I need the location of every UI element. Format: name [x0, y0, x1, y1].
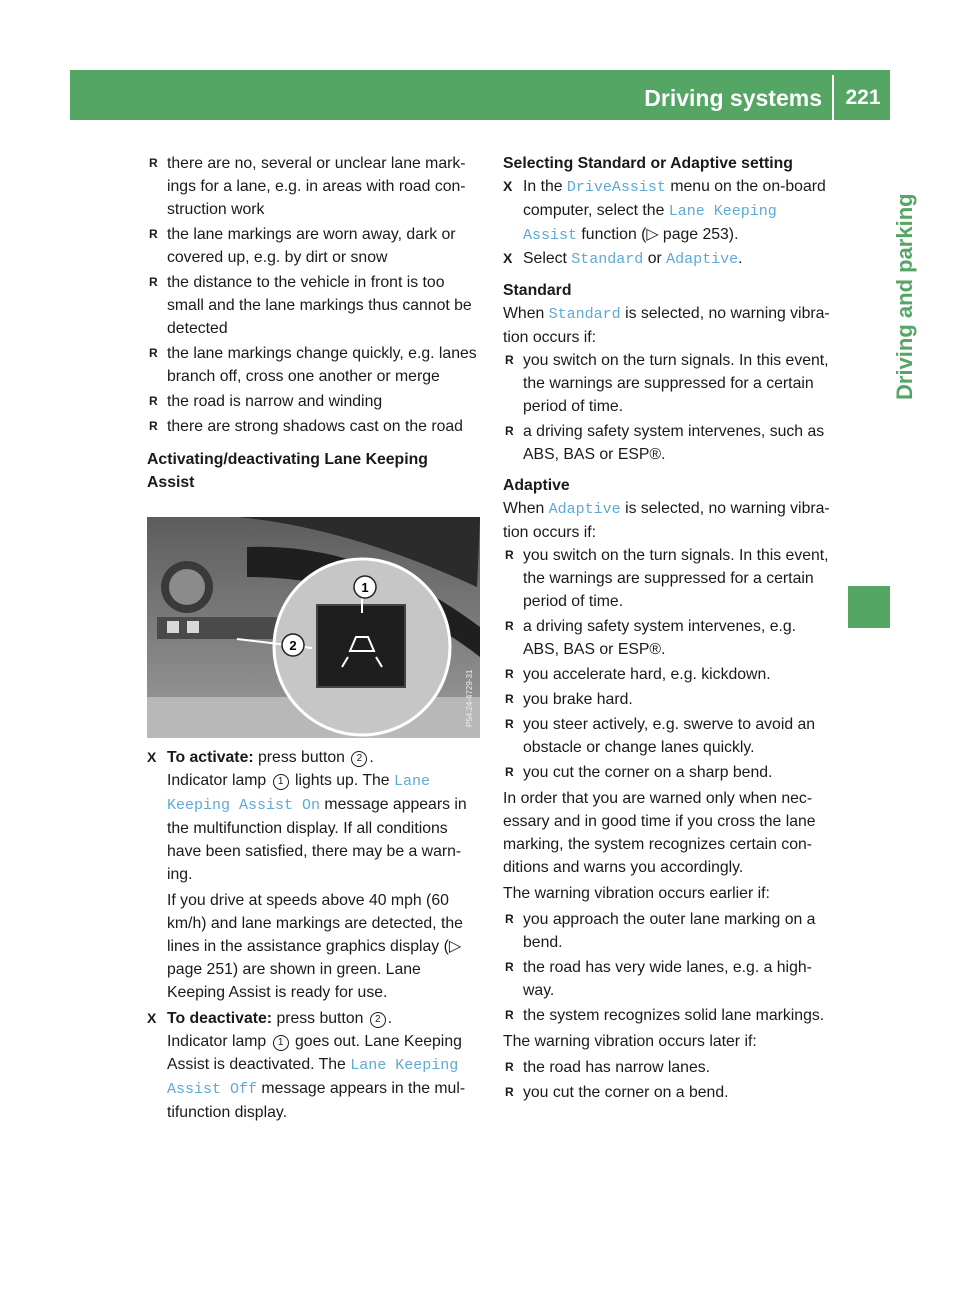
- adaptive-list: [503, 544, 835, 784]
- steering-wheel-photo: [147, 517, 480, 738]
- list-item: R you brake hard.: [503, 688, 835, 711]
- callout-1: 1: [361, 580, 369, 595]
- text: .: [738, 250, 743, 267]
- setting-step-1: [503, 175, 835, 247]
- list-item: R a driving safety system intervenes, e.g. ABS, BAS or ESP®.: [503, 615, 835, 661]
- lamp-ref: 1: [273, 774, 289, 790]
- deactivate-step: X To deactivate: press button 2 .: [147, 1007, 482, 1030]
- header-divider: [832, 75, 834, 120]
- right-column: [503, 152, 835, 1106]
- activate-detail: [167, 769, 482, 886]
- section-heading: Selecting Standard or Adaptive setting: [503, 155, 793, 172]
- list-item: R you switch on the turn signals. In this event, the warnings are suppressed for a certain period of time.: [503, 349, 835, 418]
- activate-note: If you drive at speeds above 40 mph (60 km/h) and lane markings are detected, the lines in the assistance graphics display (▷ page 251) are shown in green. Lane Keeping Assist is ready for use.: [167, 892, 463, 1001]
- text: In the: [523, 178, 563, 195]
- adaptive-heading: Adaptive: [503, 477, 570, 494]
- lamp-ref: 1: [273, 1035, 289, 1051]
- text: or: [647, 250, 662, 267]
- standard-list: [503, 349, 835, 466]
- standard-intro: [503, 302, 835, 349]
- left-column-steps: [147, 746, 482, 1124]
- text: When: [503, 305, 545, 322]
- later-list: [503, 1056, 835, 1104]
- button-ref: 2: [370, 1012, 386, 1028]
- activate-label: To activate:: [167, 749, 254, 766]
- later-intro: The warning vibration occurs later if:: [503, 1033, 757, 1050]
- list-item: R the distance to the vehicle in front is too small and the lane markings thus cannot be detected: [147, 271, 482, 340]
- step-text: press button: [258, 749, 345, 766]
- list-item: R the road is narrow and winding: [147, 390, 482, 413]
- chapter-tab-marker: [848, 586, 890, 628]
- list-item: R the road has narrow lanes.: [503, 1056, 835, 1079]
- figure-code: P54.24-4729-31: [465, 669, 474, 727]
- left-column: [147, 152, 482, 494]
- list-item: R there are strong shadows cast on the road: [147, 415, 482, 438]
- condition-list: [147, 152, 482, 438]
- list-item: R you accelerate hard, e.g. kickdown.: [503, 663, 835, 686]
- list-item: R you cut the corner on a bend.: [503, 1081, 835, 1104]
- list-item: R you cut the corner on a sharp bend.: [503, 761, 835, 784]
- earlier-intro: The warning vibration occurs earlier if:: [503, 885, 770, 902]
- button-ref: 2: [351, 751, 367, 767]
- text: message appears in the multifunction display. If all conditions have been satisfied, there may be a warn-ing.: [167, 796, 467, 883]
- step-text: press button: [276, 1010, 364, 1027]
- text: When: [503, 500, 545, 517]
- setting-step-2: [503, 247, 835, 271]
- list-item: R you switch on the turn signals. In this event, the warnings are suppressed for a certain period of time.: [503, 544, 835, 613]
- activate-step: X To activate: press button 2 .: [147, 746, 482, 769]
- text: message appears in the mul-tifunction display.: [167, 1080, 466, 1121]
- list-item: R the lane markings are worn away, dark or covered up, e.g. by dirt or snow: [147, 223, 482, 269]
- list-item: R a driving safety system intervenes, such as ABS, BAS or ESP®.: [503, 420, 835, 466]
- menu-name: DriveAssist: [566, 179, 666, 196]
- list-item: R there are no, several or unclear lane mark-ings for a lane, e.g. in areas with road con-struction work: [147, 152, 482, 221]
- list-item: R the system recognizes solid lane markings.: [503, 1004, 835, 1027]
- list-item: R the road has very wide lanes, e.g. a high-way.: [503, 956, 835, 1002]
- steering-wheel-illustration: [147, 517, 480, 738]
- standard-heading: Standard: [503, 282, 572, 299]
- display-message: Lane Keeping Assist Off: [167, 1057, 459, 1098]
- text: is selected, no warning vibra-tion occurs if:: [503, 500, 830, 541]
- text: Select: [523, 250, 567, 267]
- page-section-title: Driving systems: [644, 85, 822, 111]
- chapter-tab-label: Driving and parking: [892, 193, 917, 400]
- text: goes out. Lane Keeping Assist is deactivated. The: [167, 1033, 462, 1073]
- text: Indicator lamp: [167, 1033, 267, 1050]
- list-item: R you steer actively, e.g. swerve to avoid an obstacle or change lanes quickly.: [503, 713, 835, 759]
- text: is selected, no warning vibra-tion occurs if:: [503, 305, 830, 346]
- text: Indicator lamp: [167, 772, 267, 789]
- mode-name: Standard: [548, 306, 621, 323]
- page-number: 221: [845, 86, 881, 109]
- text: lights up. The: [295, 772, 390, 789]
- body-paragraph: In order that you are warned only when nec-essary and in good time if you cross the lane marking, the system recognizes certain con-ditions and warns you accordingly.: [503, 790, 816, 876]
- callout-2: 2: [289, 638, 297, 653]
- mode-name: Adaptive: [548, 501, 621, 518]
- text: menu on the on-board computer, select the: [523, 178, 826, 219]
- function-name: Lane Keeping Assist: [523, 203, 777, 244]
- deactivate-label: To deactivate:: [167, 1010, 273, 1027]
- option-standard: Standard: [571, 251, 644, 268]
- deactivate-detail: [167, 1030, 482, 1124]
- list-item: R you approach the outer lane marking on a bend.: [503, 908, 835, 954]
- section-heading: Activating/deactivating Lane Keeping Assist: [147, 451, 428, 491]
- option-adaptive: Adaptive: [666, 251, 739, 268]
- earlier-list: [503, 908, 835, 1027]
- text: function (▷ page 253).: [581, 226, 739, 243]
- display-message: Lane Keeping Assist On: [167, 773, 430, 814]
- list-item: R the lane markings change quickly, e.g. lanes branch off, cross one another or merge: [147, 342, 482, 388]
- adaptive-intro: [503, 497, 835, 544]
